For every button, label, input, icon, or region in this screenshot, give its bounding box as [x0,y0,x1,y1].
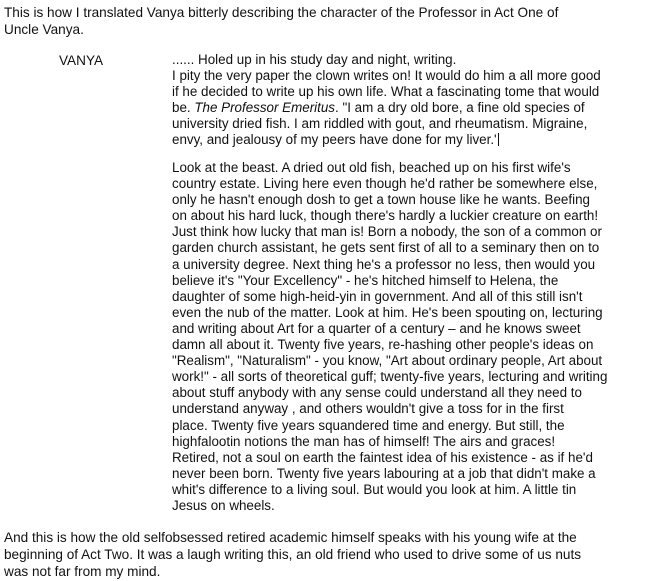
speech-line: a university degree. Next thing he's a professor no less, then would you [172,256,596,272]
text-cursor [498,133,499,146]
speech-line-text: envy, and jealousy of my peers have done for my liver.' [172,132,497,148]
outro-paragraph [4,529,664,580]
book-title: The Professor Emeritus [194,100,335,116]
speech-line: place. Twenty five years squandered time and energy. But still, the [172,417,565,433]
outro-line: And this is how the old selfobsessed retired academic himself speaks with his young wife at the [4,530,577,545]
speech-line-last [172,132,662,148]
outro-line: beginning of Act Two. It was a laugh writing this, an old friend who used to drive some of us nuts [4,547,582,562]
outro-line: was not far from my mind. [4,564,161,579]
speech-line: daughter of some high-heid-yin in government. And all of this still isn't [172,288,583,304]
speech-line: and writing about Art for a quarter of a century – and he knows sweet [172,320,581,336]
speech-paragraph-2 [172,160,662,514]
intro-line: Uncle Vanya. [4,22,84,37]
speech-paragraph-1 [172,52,662,149]
intro-paragraph [4,4,659,38]
speech-line: garden church assistant, he gets sent first of all to a seminary then on to [172,240,600,256]
speech-line: about stuff anybody with any sense could understand all they need to [172,385,582,401]
speech-line-suffix: . "I am a dry old bore, a fine old species of [335,100,585,116]
speaker-name: VANYA [59,53,104,68]
speech-line-prefix: be. [172,100,195,116]
speech-line: if he decided to write up his own life. What a fascinating tome that would [172,84,600,100]
speech-line: ...... Holed up in his study day and night, writing. [172,52,457,67]
speech-line: only he hasn't enough dosh to get a town house like he wants. Beefing [172,192,590,208]
speech-line: university dried fish. I am riddled with gout, and rheumatism. Migraine, [172,116,588,132]
speech-line: Jesus on wheels. [172,497,275,513]
speech-line: I pity the very paper the clown writes on! It would do him a all more good [172,68,601,84]
speech-line: on about his hard luck, though there's hardly a luckier creature on earth! [172,208,599,224]
speech-line: whit's difference to a living soul. But would you look at him. A little tin [172,481,577,497]
speech-line: understand anyway , and others wouldn't give a toss for in the first [172,401,564,417]
speech-line: Look at the beast. A dried out old fish, beached up on his first wife's [172,160,571,175]
intro-line: This is how I translated Vanya bitterly describing the character of the Professor in Act One of [4,5,559,20]
speech-line-with-title [172,100,662,116]
speech-line: work!" - all sorts of theoretical guff; twenty-five years, lecturing and writing [172,369,608,385]
speech-line: believe it's "Your Excellency" - he's hitched himself to Helena, the [172,272,559,288]
speech-line: "Realism", "Naturalism" - you know, "Art about ordinary people, Art about [172,353,603,369]
speech-line: even the nub of the matter. Look at him. He's been spouting on, lecturing [172,304,603,320]
speech-line: damn all about it. Twenty five years, re-hashing other people's ideas on [172,337,594,353]
speech-line: highfalootin notions the man has of himself! The airs and graces! [172,433,556,449]
speech-line: country estate. Living here even though he'd rather be somewhere else, [172,176,598,192]
speech-line: Just think how lucky that man is! Born a nobody, the son of a common or [172,224,602,240]
speech-line: Retired, not a soul on earth the faintest idea of his existence - as if he'd [172,449,593,465]
speech-line: never been born. Twenty five years labouring at a job that didn't make a [172,465,596,481]
